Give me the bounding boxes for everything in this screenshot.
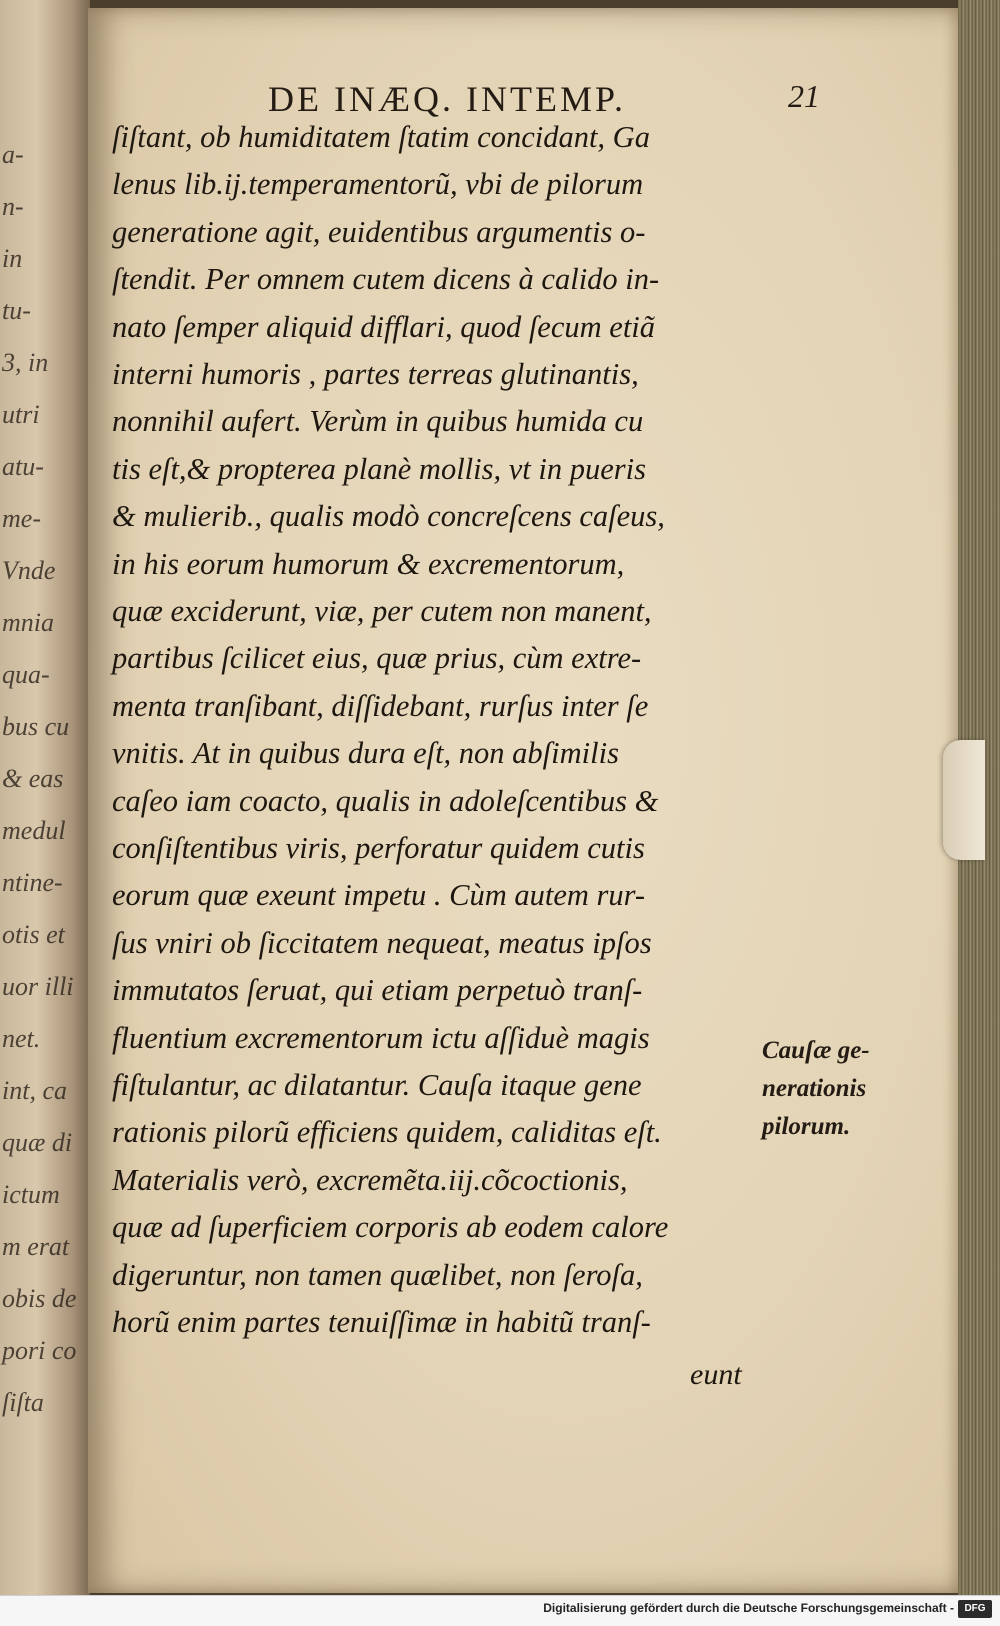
marginal-note-line: Cauſæ ge- <box>762 1037 870 1064</box>
text-line: tis eſt,& propterea planè mollis, vt in pueris <box>112 451 646 486</box>
gutter-fragment: int, ca <box>2 1076 67 1105</box>
text-line: interni humoris , partes terreas glutinantis, <box>112 357 639 391</box>
gutter-fragment: quæ di <box>2 1128 73 1157</box>
gutter-fragment: tu- <box>2 296 31 325</box>
gutter-fragment: mnia <box>2 608 54 637</box>
marginal-note-line: nerationis <box>762 1075 867 1102</box>
gutter-fragment: uor illi <box>2 972 74 1001</box>
gutter-fragment: obis de <box>2 1284 77 1313</box>
text-line: nonnihil aufert. Verùm in quibus humida cu <box>112 404 644 439</box>
text-line: nato ſemper aliquid difflari, quod ſecum etiã <box>112 309 656 344</box>
text-line: rationis pilorũ efficiens quidem, caliditas eſt. <box>112 1115 662 1150</box>
text-line: menta tranſibant, diſſidebant, rurſus inter ſe <box>112 688 649 723</box>
facing-page-fragment <box>0 0 90 1595</box>
text-line: immutatos ſeruat, qui etiam perpetuò tranſ- <box>112 973 643 1008</box>
text-line: generatione agit, euidentibus argumentis o- <box>112 214 646 249</box>
running-head: DE INÆQ. INTEMP. <box>268 79 626 119</box>
gutter-fragment: a- <box>2 140 24 169</box>
gutter-fragment: me- <box>2 504 41 533</box>
text-line: vnitis. At in quibus dura eſt, non abſimilis <box>112 736 619 771</box>
gutter-fragment: medul <box>2 816 66 845</box>
text-line: ſus vniri ob ſiccitatem nequeat, meatus ipſos <box>112 925 652 960</box>
footer-bar <box>0 1595 1000 1626</box>
text-line: in his eorum humorum & excrementorum, <box>112 546 625 581</box>
gutter-fragment: utri <box>2 400 40 429</box>
gutter-fragment: in <box>2 244 23 273</box>
text-line: quæ ad ſuperficiem corporis ab eodem calore <box>112 1210 669 1245</box>
text-line: & mulierib., qualis modò concreſcens caſeus, <box>112 499 665 534</box>
text-line: quæ exciderunt, viæ, per cutem non manent, <box>112 594 652 628</box>
gutter-fragment: Vnde <box>2 556 56 585</box>
text-line: fluentium excrementorum ictu aſſiduè magis <box>112 1020 650 1055</box>
text-line: partibus ſcilicet eius, quæ prius, cùm extre- <box>112 641 642 676</box>
text-line: ſiſtant, ob humiditatem ſtatim concidant, Ga <box>112 120 650 154</box>
text-line: horũ enim partes tenuiſſimæ in habitũ tranſ- <box>112 1305 651 1339</box>
gutter-fragment: qua- <box>2 660 50 689</box>
page-number: 21 <box>788 78 820 114</box>
marginal-note <box>762 1032 952 1146</box>
gutter-fragment: 3, in <box>2 348 49 377</box>
gutter-fragment: ntine- <box>2 868 63 897</box>
page-clip <box>943 740 985 860</box>
gutter-fragment: bus cu <box>2 712 70 741</box>
text-line: ſtendit. Per omnem cutem dicens à calido in- <box>112 262 660 297</box>
gutter-fragment: n- <box>2 192 24 221</box>
gutter-fragment: pori co <box>2 1336 77 1365</box>
gutter-fragment: otis et <box>2 920 65 949</box>
text-line: conſiſtentibus viris, perforatur quidem cutis <box>112 831 645 865</box>
footer-credit: Digitalisierung gefördert durch die Deutsche Forschungsgemeinschaft - <box>543 1601 954 1615</box>
gutter-fragment: ictum <box>2 1180 60 1209</box>
gutter-fragment: m erat <box>2 1232 70 1261</box>
gutter-fragment: ſiſta <box>2 1388 44 1417</box>
text-line: lenus lib.ij.temperamentorũ, vbi de pilorum <box>112 167 644 202</box>
text-line: fiſtulantur, ac dilatantur. Cauſa itaque gene <box>112 1068 642 1102</box>
dfg-logo: DFG <box>958 1600 992 1618</box>
gutter-fragment: & eas <box>2 764 64 793</box>
text-line: eorum quæ exeunt impetu . Cùm autem rur- <box>112 878 646 913</box>
catchword: eunt <box>690 1358 742 1391</box>
gutter-fragment: net. <box>2 1024 41 1053</box>
text-line: digeruntur, non tamen quælibet, non ſeroſa, <box>112 1257 643 1292</box>
marginal-note-line: pilorum. <box>762 1113 851 1140</box>
text-line: caſeo iam coacto, qualis in adoleſcentibus & <box>112 783 659 818</box>
gutter-fragment: atu- <box>2 452 44 481</box>
text-line: Materialis verò, excremẽta.iij.cõcoctionis, <box>112 1162 628 1197</box>
